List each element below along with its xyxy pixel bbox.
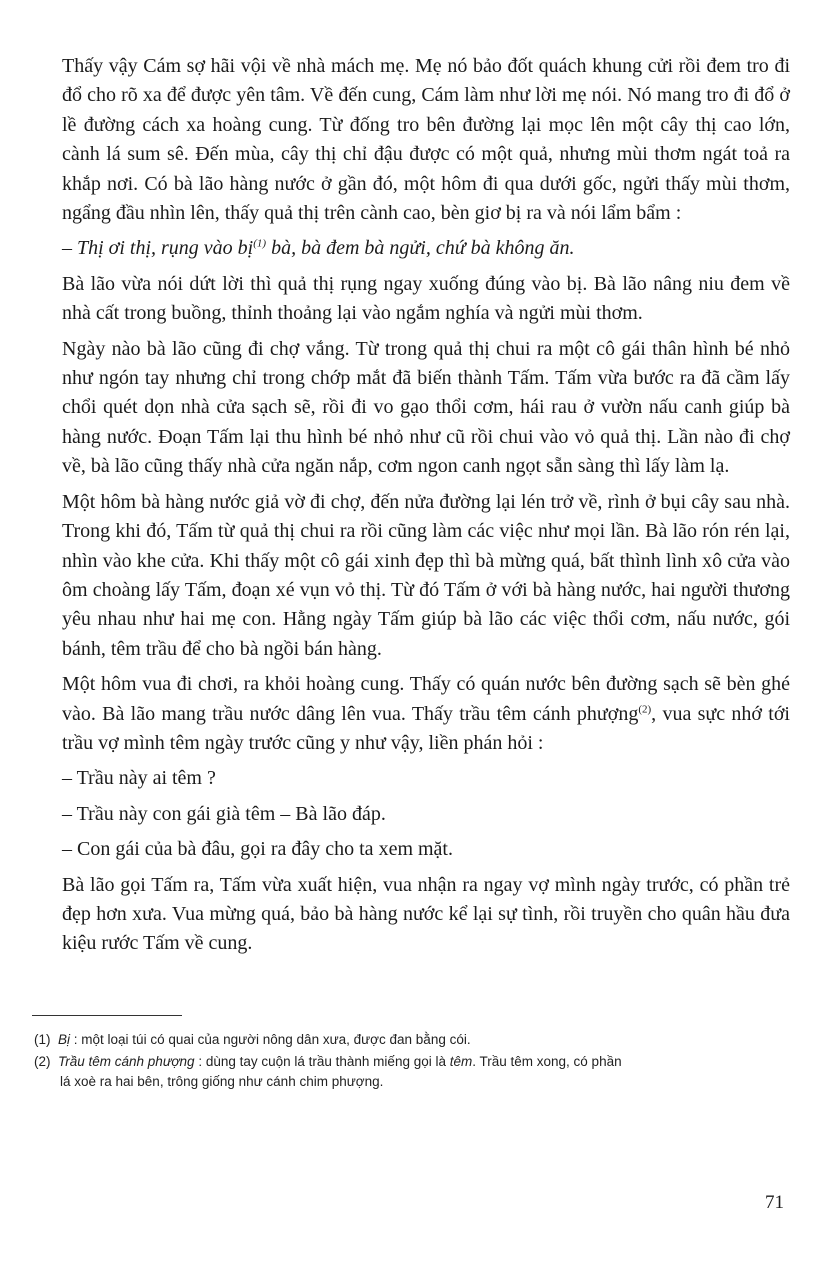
chant-text-start: – Thị ơi thị, rụng vào bị [62,237,254,260]
footnote-1 [34,1030,790,1050]
footnote-2-term: Trầu têm cánh phượng [58,1054,195,1069]
paragraph-7: Bà lão gọi Tấm ra, Tấm vừa xuất hiện, vua nhận ra ngay vợ mình ngày trước, có phần trẻ đẹp hơn xưa. Vua mừng quá, bảo bà hàng nước kể lại sự tình, rồi truyền cho quân hầu đưa kiệu rước Tấm về cung. [62,873,790,955]
main-text [62,52,790,965]
dialogue-line-3: – Con gái của bà đâu, gọi ra đây cho ta xem mặt. [62,838,453,861]
footnote-1-term: Bị [58,1032,71,1047]
footnote-2-text-b: . Trầu têm xong, có phần [472,1054,622,1069]
footnote-ref-2[interactable]: (2) [638,702,652,715]
footnote-2-number: (2) [34,1054,51,1069]
page-number: 71 [765,1192,784,1213]
dialogue-line-2: – Trầu này con gái già têm – Bà lão đáp. [62,802,386,825]
chant-text-end: bà, bà đem bà ngửi, chứ bà không ăn. [266,237,575,260]
paragraph-3: Bà lão vừa nói dứt lời thì quả thị rụng ngay xuống đúng vào bị. Bà lão nâng niu đem về nhà cất trong buồng, thỉnh thoảng lại vào ngắm nghía và ngửi mùi thơm. [62,272,790,325]
footnote-divider [32,1015,182,1016]
paragraph-6-text-end: , vua sực nhớ tới trầu vợ mình têm ngày trước cũng y như vậy, liền phán hỏi : [62,702,790,754]
paragraph-4: Ngày nào bà lão cũng đi chợ vắng. Từ trong quả thị chui ra một cô gái thân hình bé nhỏ như ngón tay nhưng chỉ trong chớp mắt đã biến thành Tấm. Tấm vừa bước ra đã cầm lấy chổi quét dọn nhà cửa sạch sẽ, rồi đi vo gạo thổi cơm, hái rau ở vườn nấu canh giúp bà hàng nước. Đoạn Tấm lại thu hình bé nhỏ như cũ rồi chui vào vỏ quả thị. Lần nào đi chợ về, bà lão cũng thấy nhà cửa ngăn nắp, cơm ngon canh ngọt sẵn sàng thì lấy làm lạ. [62,337,790,478]
paragraph-6 [62,670,790,758]
footnote-ref-1[interactable]: (1) [253,237,267,250]
chant-line [62,234,790,263]
footnote-1-number: (1) [34,1032,51,1047]
footnote-2 [34,1052,790,1092]
paragraph-5: Một hôm bà hàng nước giả vờ đi chợ, đến nửa đường lại lén trở về, rình ở bụi cây sau nhà. Trong khi đó, Tấm từ quả thị chui ra rồi cũng làm các việc như mọi lần. Bà lão rón rén lại, nhìn vào khe cửa. Khi thấy một cô gái xinh đẹp thì bà mừng quá, bất thình lình xô cửa vào ôm choàng lấy Tấm, đoạn xé vụn vỏ thị. Từ đó Tấm ở với bà hàng nước, hai người thương yêu nhau như hai mẹ con. Hằng ngày Tấm giúp bà lão các việc thổi cơm, nấu nước, gói bánh, têm trầu để cho bà ngồi bán hàng. [62,490,790,660]
paragraph-1-text: Thấy vậy Cám sợ hãi vội về nhà mách mẹ. Mẹ nó bảo đốt quách khung cửi rồi đem tro đi đổ cho rõ xa để được yên tâm. Về đến cung, Cám làm như lời mẹ nói. Nó mang tro đi đổ ở lề đường cách xa hoàng cung. Từ đống tro bên đường lại mọc lên một cây thị cao lớn, cành lá sum sê. Đến mùa, cây thị chỉ đậu được có một quả, nhưng mùi thơm ngát toả ra khắp nơi. Có bà lão hàng nước ở gần đó, một hôm đi qua dưới gốc, ngửi thấy mùi thơm, ngẩng đầu nhìn lên, thấy quả thị trên cành cao, bèn giơ bị ra và nói lẩm bẩm : [62,55,790,225]
footnote-1-text: : một loại túi có quai của người nông dân xưa, được đan bằng cói. [70,1032,471,1047]
paragraph-6-text-start: Một hôm vua đi chơi, ra khỏi hoàng cung. Thấy có quán nước bên đường sạch sẽ bèn ghé vào. Bà lão mang trầu nước dâng lên vua. Thấy trầu têm cánh phượng [62,673,790,725]
dialogue-line-1: – Trầu này ai têm ? [62,767,216,790]
footnotes [34,1030,790,1094]
footnote-2-term-2: têm [449,1054,473,1069]
paragraph-1 [62,52,790,228]
footnote-2-continuation: lá xoè ra hai bên, trông giống như cánh chim phượng. [60,1074,384,1089]
footnote-2-text-a: : dùng tay cuộn lá trầu thành miếng gọi là [194,1054,450,1069]
